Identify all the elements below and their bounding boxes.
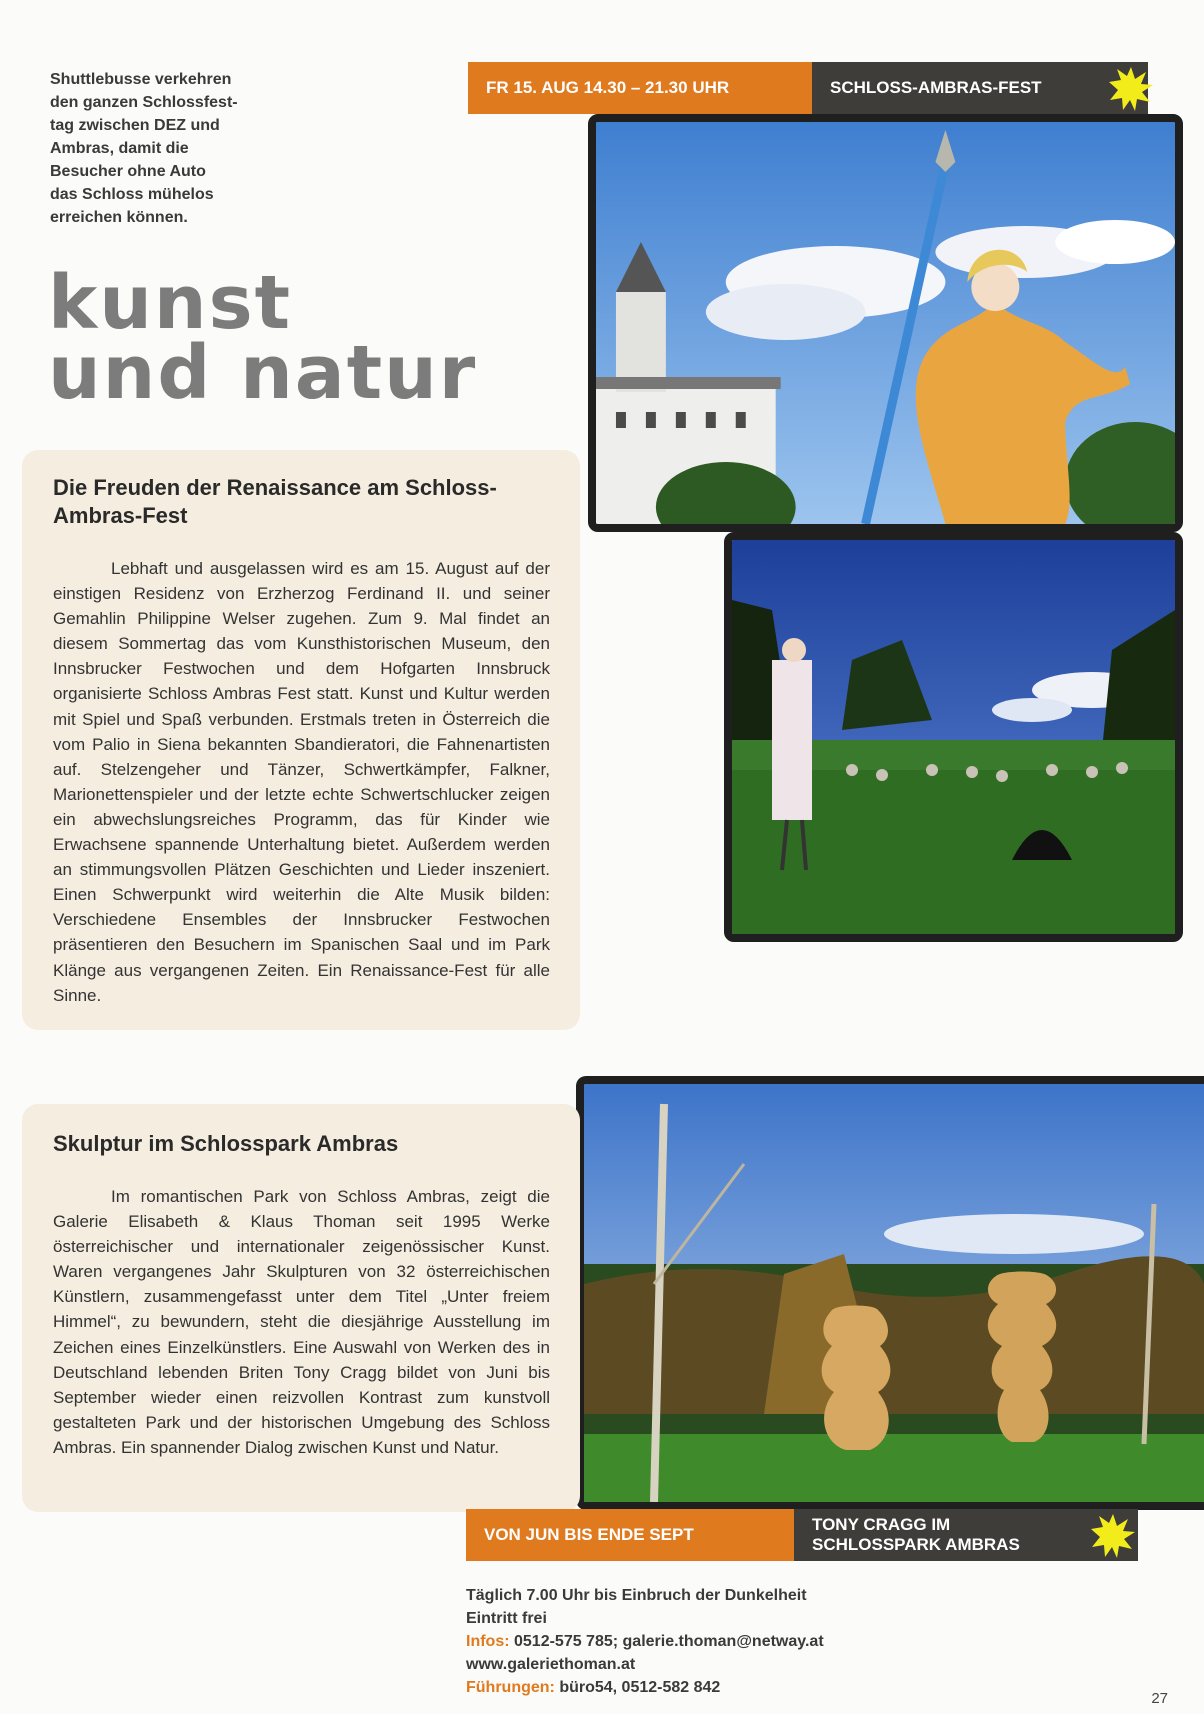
- infos-value: 0512-575 785; galerie.thoman@netway.at: [509, 1633, 824, 1650]
- admission: Eintritt frei: [466, 1610, 547, 1627]
- photo-sculptures-park: [576, 1076, 1204, 1510]
- photo-jester-castle: [588, 114, 1183, 532]
- tours-label: Führungen:: [466, 1679, 555, 1696]
- event-date: FR 15. AUG 14.30 – 21.30 UHR: [468, 62, 812, 114]
- website: www.galeriethoman.at: [466, 1656, 636, 1673]
- article-heading: Skulptur im Schlosspark Ambras: [53, 1131, 399, 1156]
- sun-icon: [1108, 66, 1154, 112]
- shuttle-note: Shuttlebusse verkehren den ganzen Schlossfest- tag zwischen DEZ und Ambras, damit die Besucher ohne Auto das Schloss mühelos erreichen können.: [50, 71, 238, 226]
- section-title: kunst und natur: [48, 260, 478, 416]
- tours-value: büro54, 0512-582 842: [554, 1679, 721, 1696]
- visitor-info: [466, 1584, 986, 1699]
- article-body: Lebhaft und ausgelassen wird es am 15. August auf der einstigen Residenz von Erzherzog Ferdinand II. und seiner Gemahlin Philippine Welser zugehen. Zum 9. Mal findet an diesem Sommertag das vom Kunsthistorischen Museum, den Innsbrucker Festwochen und dem Hofgarten Innsbruck organisierte Schloss Ambras Fest statt. Kunst und Kultur werden mit Spiel und Spaß verbunden. Erstmals treten in Österreich die vom Palio in Siena bekannten Sbandieratori, die Fahnenartisten auf. Stelzengeher und Tänzer, Schwertkämpfer, Falkner, Marionettenspieler und der letzte echte Schwertschlucker zeigen ein abwechslungsreiches Programm, das für Kinder wie Erwachsene spannende Unterhaltung bietet. Außerdem werden an stimmungsvollen Plätzen Geschichten und Lieder inszeniert. Einen Schwerpunkt wird weiterhin die Alte Musik bilden: Verschiedene Ensembles der Innsbrucker Festwochen präsentieren den Besuchern im Spanischen Saal und im Park Klänge aus vergangenen Zeiten. Ein Renaissance-Fest für alle Sinne.: [53, 559, 550, 1005]
- event-name: TONY CRAGG IM SCHLOSSPARK AMBRAS: [794, 1509, 1138, 1561]
- infos-label: Infos:: [466, 1633, 510, 1650]
- event-bar-schloss-ambras: [468, 62, 1148, 114]
- event-bar-tony-cragg: [466, 1509, 1138, 1561]
- photo-stilt-walker-park: [724, 532, 1183, 942]
- article-skulptur-schlosspark: [22, 1104, 580, 1512]
- opening-hours: Täglich 7.00 Uhr bis Einbruch der Dunkelheit: [466, 1587, 807, 1604]
- article-renaissance-fest: [22, 450, 580, 1030]
- sun-icon: [1090, 1513, 1136, 1559]
- tours-line: [466, 1676, 986, 1699]
- article-body: Im romantischen Park von Schloss Ambras, zeigt die Galerie Elisabeth & Klaus Thoman seit 1995 Werke österreichischer und internationaler zeigenössischer Kunst. Waren vergangenes Jahr Skulpturen von 32 österreichischen Künstlern, zusammengefasst unter dem Titel „Unter freiem Himmel“, zu bewundern, steht die diesjährige Ausstellung im Zeichen eines Einzelkünstlers. Eine Auswahl von Werken des in Deutschland lebenden Briten Tony Cragg bildet von Juni bis September wieder einen reizvollen Kontrast zum kunstvoll gestalteten Park und der historischen Umgebung des Schloss Ambras. Ein spannender Dialog zwischen Kunst und Natur.: [53, 1187, 550, 1457]
- article-heading: Die Freuden der Renaissance am Schloss-Ambras-Fest: [53, 475, 497, 528]
- event-date: VON JUN BIS ENDE SEPT: [466, 1509, 794, 1561]
- contact-line: [466, 1630, 986, 1653]
- page-number: 27: [1151, 1690, 1168, 1707]
- event-name: SCHLOSS-AMBRAS-FEST: [812, 62, 1148, 114]
